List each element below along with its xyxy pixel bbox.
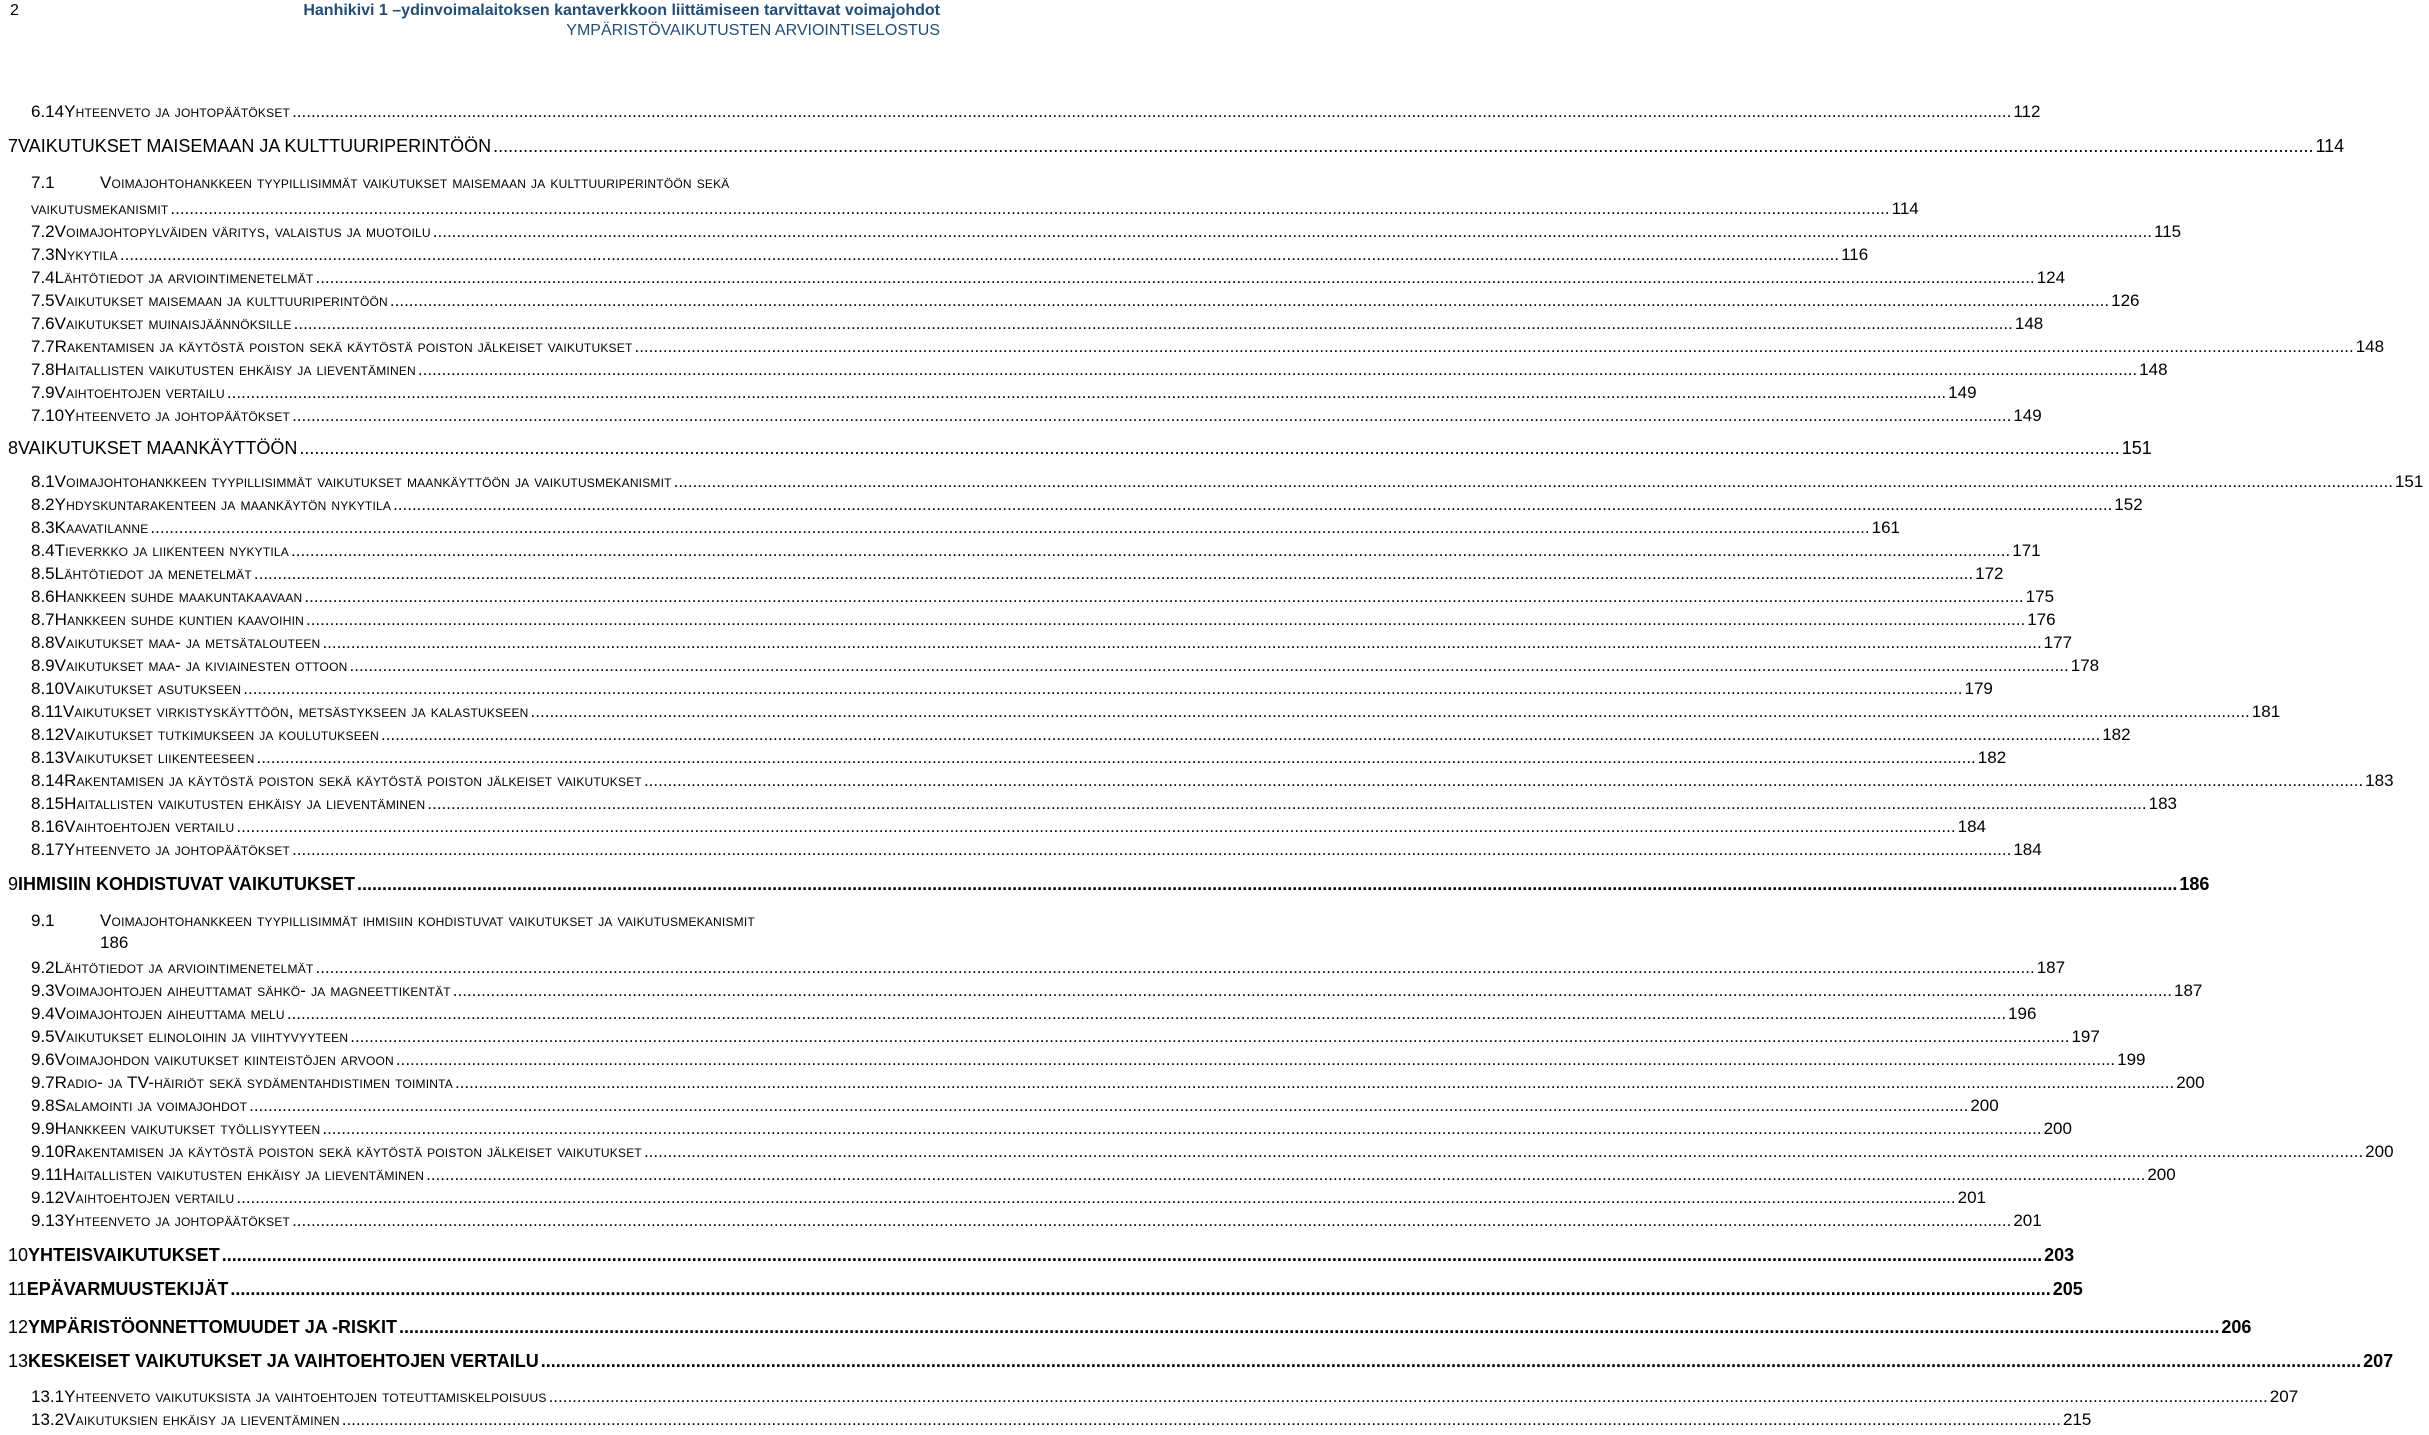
toc-leader-dots <box>426 1165 2145 1185</box>
toc-entry-title: Rakentamisen ja käytöstä poiston sekä käytöstä poiston jälkeiset vaikutukset <box>64 771 642 790</box>
toc-page-number: 149 <box>1948 383 1977 402</box>
toc-leader-dots <box>120 245 1839 265</box>
toc-section-entry[interactable] <box>0 610 2056 630</box>
toc-entry-title: Voimajohtojen aiheuttama melu <box>54 1004 285 1023</box>
toc-entry-title: Voimajohtohankkeen tyypillisimmät vaikutukset maankäyttöön ja vaikutusmekanismit <box>54 472 672 491</box>
toc-page-number: 179 <box>1964 679 1993 698</box>
toc-section-entry[interactable] <box>0 173 960 193</box>
toc-chapter-entry[interactable] <box>0 874 2210 895</box>
toc-leader-dots <box>299 438 2119 459</box>
page-number: 2 <box>10 2 19 19</box>
toc-section-entry[interactable] <box>0 1027 2100 1047</box>
toc-page-number: 151 <box>2394 472 2424 491</box>
toc-entry-title: Vaikutukset maisemaan ja kulttuuriperintöön <box>54 291 388 310</box>
toc-entry-number: 8.16 <box>31 817 65 836</box>
toc-entry-title: Vaikutukset maa- ja kiviainesten ottoon <box>54 656 348 675</box>
toc-entry-title: Kaavatilanne <box>54 518 149 537</box>
toc-page-number: 171 <box>2012 541 2041 560</box>
toc-entry-title: Radio- ja TV-häiriöt sekä sydämentahdistimen toiminta <box>54 1073 453 1092</box>
toc-entry-title: Lähtötiedot ja arviointimenetelmät <box>54 958 314 977</box>
toc-section-entry[interactable] <box>0 268 2066 288</box>
toc-entry-number: 8.13 <box>31 748 65 767</box>
toc-section-entry[interactable] <box>0 1073 2205 1093</box>
toc-entry-title: Vaikutukset asutukseen <box>64 679 242 698</box>
toc-entry-title: Yhteenveto ja johtopäätökset <box>64 840 291 859</box>
toc-leader-dots <box>294 314 2013 334</box>
toc-entry-number: 9.11 <box>31 1165 63 1184</box>
toc-entry-title: Haitallisten vaikutusten ehkäisy ja lieventäminen <box>64 794 426 813</box>
toc-page-number: 196 <box>2008 1004 2037 1023</box>
toc-leader-dots <box>390 291 2109 311</box>
toc-page-number: 201 <box>1957 1188 1986 1207</box>
toc-entry-title: Yhteenveto vaikutuksista ja vaihtoehtojen toteuttamiskelpoisuus <box>64 1387 547 1406</box>
toc-section-entry[interactable] <box>0 314 2044 334</box>
toc-leader-dots <box>427 794 2146 814</box>
toc-entry-title: Voimajohtojen aiheuttamat sähkö- ja magneettikentät <box>54 981 451 1000</box>
toc-leader-dots <box>342 1410 2061 1430</box>
toc-page-number: 200 <box>2365 1142 2394 1161</box>
toc-leader-dots <box>644 1142 2363 1162</box>
toc-leader-dots <box>322 633 2041 653</box>
toc-entry-title: Haitallisten vaikutusten ehkäisy ja lieventäminen <box>62 1165 425 1184</box>
toc-page-number: 126 <box>2111 291 2140 310</box>
toc-entry-title: Yhdyskuntarakenteen ja maankäytön nykytila <box>54 495 392 514</box>
toc-page-number: 177 <box>2043 633 2073 652</box>
toc-entry-title: Yhteenveto ja johtopäätökset <box>64 1211 291 1230</box>
toc-entry-title: YHTEISVAIKUTUKSET <box>28 1245 220 1265</box>
toc-entry-title: KESKEISET VAIKUTUKSET JA VAIHTOEHTOJEN VERTAILU <box>28 1351 539 1371</box>
toc-entry-number: 9.5 <box>31 1027 55 1046</box>
toc-entry-number: 7.1 <box>31 173 55 192</box>
toc-leader-dots <box>493 136 2313 157</box>
toc-entry-title: Nykytila <box>54 245 118 264</box>
toc-leader-dots <box>292 102 2011 122</box>
toc-leader-dots <box>306 610 2025 630</box>
toc-leader-dots <box>291 541 2010 561</box>
toc-entry-number: 7.9 <box>31 383 55 402</box>
toc-leader-dots <box>357 874 2177 895</box>
toc-leader-dots <box>315 958 2034 978</box>
toc-leader-dots <box>287 1004 2006 1024</box>
toc-entry-title: Voimajohtopylväiden väritys, valaistus ja muotoilu <box>54 222 431 241</box>
toc-entry-number: 13.2 <box>31 1410 65 1429</box>
toc-entry-number: 8.17 <box>31 840 65 859</box>
toc-leader-dots <box>418 360 2137 380</box>
toc-section-entry[interactable] <box>0 911 960 931</box>
toc-entry-title: Haitallisten vaikutusten ehkäisy ja lieventäminen <box>54 360 416 379</box>
toc-leader-dots <box>292 406 2011 426</box>
toc-entry-number: 7.10 <box>31 406 65 425</box>
toc-entry-number: 8.8 <box>31 633 55 652</box>
toc-entry-number: 7.4 <box>31 268 55 287</box>
toc-leader-dots <box>315 268 2034 288</box>
toc-page-number: 207 <box>2269 1387 2299 1406</box>
toc-leader-dots <box>399 1317 2219 1338</box>
toc-leader-dots <box>150 518 1869 538</box>
toc-page-number: 116 <box>1841 245 1869 264</box>
toc-chapter-entry[interactable] <box>0 1279 2083 1300</box>
toc-leader-dots <box>541 1351 2361 1372</box>
toc-entry-title: YMPÄRISTÖONNETTOMUUDET JA -RISKIT <box>28 1317 398 1337</box>
toc-entry-number: 7.6 <box>31 314 55 333</box>
toc-page-number: 183 <box>2148 794 2177 813</box>
toc-leader-dots <box>381 725 2100 745</box>
toc-page-number: 114 <box>2315 136 2345 156</box>
toc-page-number: 148 <box>2355 337 2385 356</box>
toc-entry-number: 9.1 <box>31 911 55 930</box>
toc-page-number: 199 <box>2117 1050 2146 1069</box>
toc-section-entry[interactable] <box>0 958 2066 978</box>
toc-section-entry[interactable] <box>0 725 2131 745</box>
toc-entry-number: 8.12 <box>31 725 65 744</box>
toc-leader-dots <box>455 1073 2174 1093</box>
toc-leader-dots <box>257 748 1976 768</box>
toc-entry-number: 8.10 <box>31 679 65 698</box>
toc-section-entry[interactable] <box>0 472 2424 492</box>
toc-entry-number: 8 <box>8 438 19 458</box>
toc-page-number: 203 <box>2044 1245 2075 1265</box>
toc-leader-dots <box>393 495 2112 515</box>
toc-page-number: 151 <box>2121 438 2152 458</box>
toc-entry-number: 8.11 <box>31 702 63 721</box>
toc-section-entry[interactable] <box>0 495 2143 515</box>
toc-section-entry[interactable] <box>0 1004 2037 1024</box>
toc-entry-number: 9.7 <box>31 1073 55 1092</box>
toc-chapter-entry[interactable] <box>0 136 2345 157</box>
toc-page-number: 161 <box>1871 518 1901 537</box>
toc-page-number: 205 <box>2052 1279 2083 1299</box>
toc-section-entry[interactable] <box>0 702 2281 722</box>
toc-section-entry[interactable] <box>0 679 1993 699</box>
toc-leader-dots <box>236 1188 1955 1208</box>
toc-entry-title: Vaikutuksien ehkäisy ja lieventäminen <box>64 1410 340 1429</box>
toc-entry-number: 8.9 <box>31 656 55 675</box>
toc-chapter-entry[interactable] <box>0 1351 2394 1372</box>
toc-page-number: 186 <box>100 933 129 952</box>
toc-entry-title: VAIKUTUKSET MAANKÄYTTÖÖN <box>18 438 298 458</box>
toc-entry-number: 7.5 <box>31 291 55 310</box>
toc-entry-number: 12 <box>8 1317 29 1337</box>
toc-entry-title: Rakentamisen ja käytöstä poiston sekä käytöstä poiston jälkeiset vaikutukset <box>64 1142 642 1161</box>
toc-entry-number: 9.3 <box>31 981 55 1000</box>
toc-page-number: 172 <box>1975 564 2004 583</box>
toc-entry-number: 9.9 <box>31 1119 55 1138</box>
toc-leader-dots <box>674 472 2393 492</box>
toc-page-number: 152 <box>2114 495 2143 514</box>
toc-entry-number: 8.2 <box>31 495 55 514</box>
toc-section-entry[interactable] <box>0 1211 2042 1231</box>
toc-page-number: 184 <box>1957 817 1986 836</box>
toc-chapter-entry[interactable] <box>0 438 2152 459</box>
toc-section-entry[interactable] <box>0 541 2041 561</box>
toc-entry-title: Vaikutukset liikenteeseen <box>64 748 255 767</box>
toc-page-number: 176 <box>2027 610 2056 629</box>
toc-entry-title: Vaikutukset tutkimukseen ja koulutukseen <box>64 725 379 744</box>
toc-page-number: 182 <box>2102 725 2131 744</box>
toc-entry-number: 13 <box>8 1351 29 1371</box>
toc-leader-dots <box>254 564 1973 584</box>
toc-page-number: 178 <box>2070 656 2100 675</box>
toc-section-entry[interactable] <box>0 337 2385 357</box>
toc-page-number: 200 <box>2147 1165 2176 1184</box>
toc-entry-number: 7.2 <box>31 222 55 241</box>
toc-section-entry[interactable] <box>0 406 2042 426</box>
toc-entry-number: 11 <box>8 1279 27 1299</box>
toc-leader-dots <box>322 1119 2041 1139</box>
toc-entry-number: 8.7 <box>31 610 55 629</box>
toc-page-number: 215 <box>2062 1410 2092 1429</box>
toc-leader-dots <box>249 1096 1968 1116</box>
toc-page-number: 207 <box>2363 1351 2394 1371</box>
toc-entry-number: 9 <box>8 874 19 894</box>
toc-page-number: 183 <box>2365 771 2394 790</box>
toc-page-number: 187 <box>2036 958 2066 977</box>
toc-section-entry[interactable] <box>0 1142 2394 1162</box>
toc-entry-title: Salamointi ja voimajohdot <box>54 1096 248 1115</box>
toc-leader-dots <box>396 1050 2115 1070</box>
toc-page-number: 201 <box>2013 1211 2042 1230</box>
toc-section-entry[interactable] <box>0 771 2394 791</box>
toc-page-number: 187 <box>2174 981 2203 1000</box>
toc-page-number: 112 <box>2013 102 2041 121</box>
toc-entry-number: 7.7 <box>31 337 55 356</box>
toc-section-entry[interactable] <box>0 1165 2176 1185</box>
toc-leader-dots <box>634 337 2353 357</box>
toc-entry-title: Hankkeen vaikutukset työllisyyteen <box>54 1119 321 1138</box>
toc-leader-dots <box>292 840 2011 860</box>
toc-leader-dots <box>292 1211 2011 1231</box>
toc-section-entry[interactable] <box>0 102 2041 122</box>
toc-entry-number: 8.15 <box>31 794 65 813</box>
toc-leader-dots <box>644 771 2363 791</box>
toc-section-entry[interactable] <box>0 840 2042 860</box>
toc-entry-number: 6.14 <box>31 102 65 121</box>
toc-page-number: 182 <box>1977 748 2007 767</box>
page-header <box>0 0 960 52</box>
toc-entry-number: 8.1 <box>31 472 55 491</box>
toc-entry-number: 8.14 <box>31 771 65 790</box>
toc-entry-title: Vaikutukset maa- ja metsätalouteen <box>54 633 321 652</box>
toc-page-number: 200 <box>1970 1096 1999 1115</box>
toc-entry-title: Vaikutukset virkistyskäyttöön, metsästykseen ja kalastukseen <box>62 702 529 721</box>
toc-section-entry[interactable] <box>0 1387 2299 1407</box>
toc-entry-title: Voimajohdon vaikutukset kiinteistöjen arvoon <box>54 1050 394 1069</box>
toc-section-entry[interactable] <box>0 360 2168 380</box>
toc-section-entry[interactable] <box>0 817 1986 837</box>
toc-entry-title: IHMISIIN KOHDISTUVAT VAIKUTUKSET <box>18 874 356 894</box>
toc-section-entry[interactable] <box>0 518 1901 538</box>
toc-entry-title: EPÄVARMUUSTEKIJÄT <box>26 1279 229 1299</box>
toc-entry-number: 9.8 <box>31 1096 55 1115</box>
toc-section-entry[interactable] <box>0 1119 2072 1139</box>
toc-chapter-entry[interactable] <box>0 1317 2252 1338</box>
toc-leader-dots <box>230 1279 2050 1300</box>
toc-page-number: 186 <box>2179 874 2210 894</box>
toc-entry-number: 8.5 <box>31 564 55 583</box>
toc-leader-dots <box>227 383 1946 403</box>
toc-entry-number: 9.6 <box>31 1050 55 1069</box>
toc-section-entry[interactable] <box>0 222 2182 242</box>
toc-entry-number: 9.10 <box>31 1142 65 1161</box>
toc-entry-title: Hankkeen suhde kuntien kaavoihin <box>54 610 304 629</box>
toc-page-number: 184 <box>2013 840 2042 859</box>
toc-leader-dots <box>170 199 1889 219</box>
toc-page-number: 115 <box>2154 222 2182 241</box>
toc-entry-title: Vaikutukset muinaisjäännöksille <box>54 314 292 333</box>
toc-page-number: 148 <box>2139 360 2168 379</box>
toc-entry-title: Vaikutukset elinoloihin ja viihtyvyyteen <box>54 1027 349 1046</box>
toc-entry-title: Vaihtoehtojen vertailu <box>54 383 225 402</box>
toc-entry-title: Yhteenveto ja johtopäätökset <box>64 102 291 121</box>
toc-entry-number: 8.4 <box>31 541 55 560</box>
toc-entry-title: Vaihtoehtojen vertailu <box>64 1188 235 1207</box>
toc-leader-dots <box>453 981 2172 1001</box>
toc-leader-dots <box>236 817 1955 837</box>
toc-entry-number: 9.12 <box>31 1188 65 1207</box>
toc-section-entry[interactable] <box>0 564 2004 584</box>
toc-leader-dots <box>350 1027 2069 1047</box>
toc-entry-number: 9.4 <box>31 1004 55 1023</box>
toc-leader-dots <box>531 702 2250 722</box>
toc-entry-number: 9.13 <box>31 1211 65 1230</box>
toc-leader-dots <box>304 587 2023 607</box>
toc-entry-continuation[interactable] <box>0 199 1919 219</box>
toc-page-number: 206 <box>2221 1317 2252 1337</box>
toc-section-entry[interactable] <box>0 1050 2146 1070</box>
document-subtitle: YMPÄRISTÖVAIKUTUSTEN ARVIOINTISELOSTUS <box>566 22 940 39</box>
toc-section-entry[interactable] <box>0 748 2007 768</box>
toc-section-entry[interactable] <box>0 1096 1999 1116</box>
toc-entry-title: VAIKUTUKSET MAISEMAAN JA KULTTUURIPERINTÖÖN <box>18 136 492 156</box>
toc-page-number: 181 <box>2251 702 2281 721</box>
toc-entry-title: Hankkeen suhde maakuntakaavaan <box>54 587 303 606</box>
toc-page-number: 114 <box>1891 199 1919 218</box>
toc-section-entry[interactable] <box>0 633 2073 653</box>
toc-leader-dots <box>549 1387 2268 1407</box>
toc-section-entry[interactable] <box>0 383 1977 403</box>
toc-page-number: 175 <box>2025 587 2055 606</box>
toc-entry-title: Voimajohtohankkeen tyypillisimmät ihmisiin kohdistuvat vaikutukset ja vaikutusmekanismit <box>100 911 755 930</box>
toc-section-entry[interactable] <box>0 981 2203 1001</box>
toc-entry-title-continuation: vaikutusmekanismit <box>31 199 169 218</box>
toc-entry-number: 13.1 <box>31 1387 65 1406</box>
toc-page-number: 124 <box>2036 268 2066 287</box>
toc-entry-title: Vaihtoehtojen vertailu <box>64 817 235 836</box>
toc-entry-title: Lähtötiedot ja arviointimenetelmät <box>54 268 314 287</box>
toc-entry-title: Voimajohtohankkeen tyypillisimmät vaikutukset maisemaan ja kulttuuriperintöön sekä <box>100 173 730 192</box>
toc-entry-number: 10 <box>8 1245 29 1265</box>
toc-section-entry[interactable] <box>0 245 1869 265</box>
toc-entry-number: 8.6 <box>31 587 55 606</box>
toc-leader-dots <box>433 222 2152 242</box>
document-title: Hanhikivi 1 –ydinvoimalaitoksen kantaverkkoon liittämiseen tarvittavat voimajohdot <box>303 2 940 19</box>
toc-entry-number: 7.3 <box>31 245 55 264</box>
toc-entry-number: 7.8 <box>31 360 55 379</box>
toc-entry-number: 8.3 <box>31 518 55 537</box>
toc-section-entry[interactable] <box>0 1188 1986 1208</box>
toc-section-entry[interactable] <box>0 291 2140 311</box>
toc-entry-title: Lähtötiedot ja menetelmät <box>54 564 252 583</box>
toc-leader-dots <box>222 1245 2042 1266</box>
toc-chapter-entry[interactable] <box>0 1245 2075 1266</box>
toc-page-number: 149 <box>2013 406 2042 425</box>
toc-leader-dots <box>350 656 2069 676</box>
toc-section-entry[interactable] <box>0 1410 2092 1430</box>
toc-section-entry[interactable] <box>0 656 2100 676</box>
toc-entry-number: 9.2 <box>31 958 55 977</box>
toc-page-number: 200 <box>2176 1073 2205 1092</box>
toc-entry-title: Tieverkko ja liikenteen nykytila <box>54 541 289 560</box>
toc-entry-number: 7 <box>8 136 19 156</box>
toc-page-number: 148 <box>2014 314 2044 333</box>
toc-section-entry[interactable] <box>0 587 2055 607</box>
toc-entry-title: Rakentamisen ja käytöstä poiston sekä käytöstä poiston jälkeiset vaikutukset <box>54 337 633 356</box>
toc-page-number: 200 <box>2043 1119 2072 1138</box>
toc-entry-title: Yhteenveto ja johtopäätökset <box>64 406 291 425</box>
toc-section-entry[interactable] <box>0 794 2177 814</box>
toc-leader-dots <box>243 679 1962 699</box>
toc-page-number: 197 <box>2071 1027 2100 1046</box>
